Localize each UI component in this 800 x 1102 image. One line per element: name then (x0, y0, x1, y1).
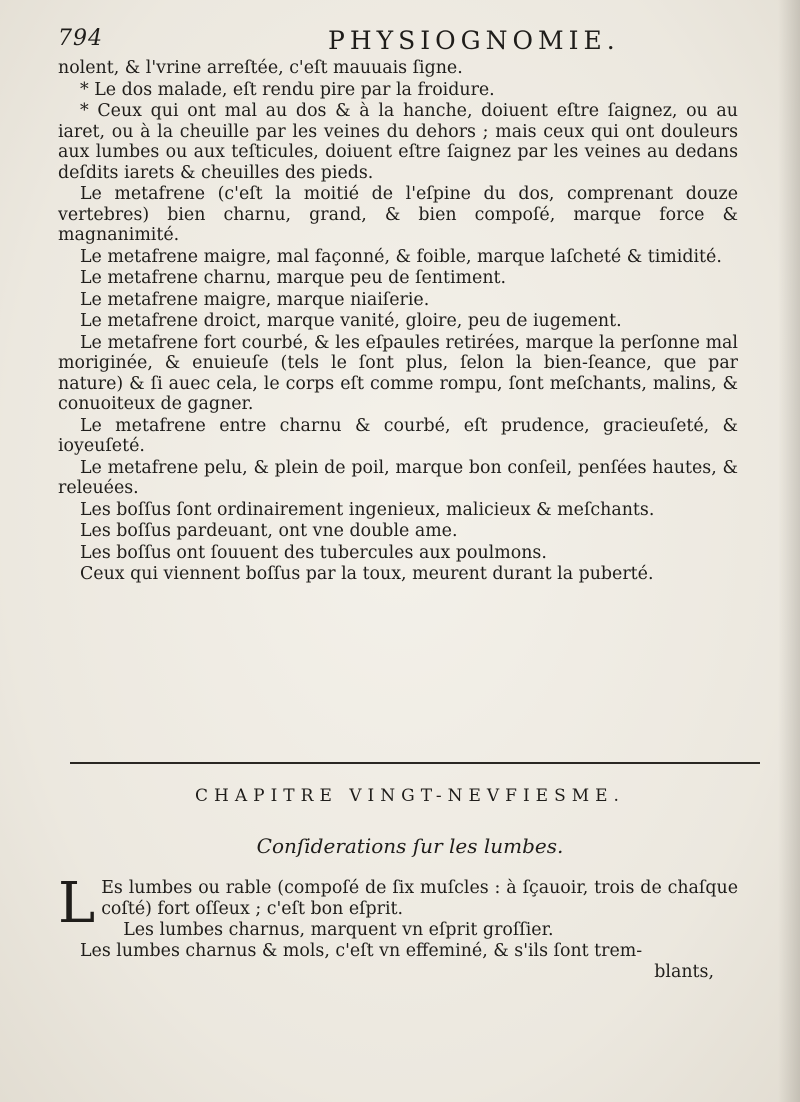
page-number: 794 (58, 26, 103, 51)
paragraph: Les boſſus ont ſouuent des tubercules aux poulmons. (80, 542, 547, 563)
body-text (58, 58, 738, 586)
chapter-paragraph-end: blants, (654, 962, 714, 982)
paragraph: Le metafrene pelu, & plein de poil, marque bon conſeil, penſées hautes, & releuées. (58, 457, 738, 498)
chapter-heading: CHAPITRE VINGT-NEVFIESME. (195, 786, 625, 806)
paragraph: Le metafrene maigre, marque niaiſerie. (80, 289, 430, 310)
chapter-subtitle: Conſiderations ſur les lumbes. (256, 834, 564, 858)
paragraph: Ceux qui viennent boſſus par la toux, meurent durant la puberté. (80, 564, 654, 584)
paragraph: * Ceux qui ont mal au dos & à la hanche, doiuent eſtre ſaignez, ou au iaret, ou à la cheuille par les veines du dehors ; mais ceux qui ont douleurs aux lumbes ou aux teſticules, doiuent eſtre ſaignez par les veines au dedans deſdits iarets & cheuilles des pieds. (58, 101, 738, 183)
paragraph: Le metafrene charnu, marque peu de ſentiment. (80, 268, 507, 288)
paragraph: Le metafrene entre charnu & courbé, eſt prudence, gracieuſeté, & ioyeuſeté. (58, 415, 738, 456)
paragraph: * Le dos malade, eſt rendu pire par la froidure. (80, 79, 495, 100)
paragraph: Les boſſus ſont ordinairement ingenieux, malicieux & meſchants. (80, 499, 655, 520)
paragraph: Le metafrene maigre, mal façonné, & foible, marque laſcheté & timidité. (80, 246, 722, 267)
page-edge-shadow (778, 0, 800, 1102)
paragraph: Le metafrene fort courbé, & les eſpaules retirées, marque la perſonne mal moriginée, & enuieuſe (tels le ſont plus, ſelon la bien-ſeance, que par nature) & ſi auec cela, le corps eſt comme rompu, ſont meſchants, malins, & conuoiteux de gagner. (58, 332, 738, 414)
paragraph: nolent, & l'vrine arreſtée, c'eſt mauuais ſigne. (58, 58, 463, 78)
paragraph: Les boſſus pardeuant, ont vne double ame. (80, 521, 458, 541)
chapter-paragraph: Les lumbes charnus, marquent vn eſprit groſſier. (123, 920, 554, 940)
chapter-text (58, 871, 738, 983)
section-divider (70, 762, 760, 764)
chapter-paragraph: Les lumbes charnus & mols, c'eſt vn effeminé, & s'ils ſont trem- (80, 941, 643, 961)
chapter-paragraph-text: Es lumbes ou rable (compoſé de ſix muſcles : à ſçauoir, trois de chaſque coſté) fort oſſeux ; c'eſt bon eſprit. (101, 878, 738, 919)
paragraph: Le metafrene (c'eſt la moitié de l'eſpine du dos, comprenant douze vertebres) bien charnu, grand, & bien compoſé, marque force & magnanimité. (58, 184, 738, 245)
running-head: PHYSIOGNOMIE. (328, 26, 620, 55)
drop-cap: L (58, 871, 96, 936)
paragraph: Le metafrene droict, marque vanité, gloire, peu de iugement. (80, 311, 622, 331)
